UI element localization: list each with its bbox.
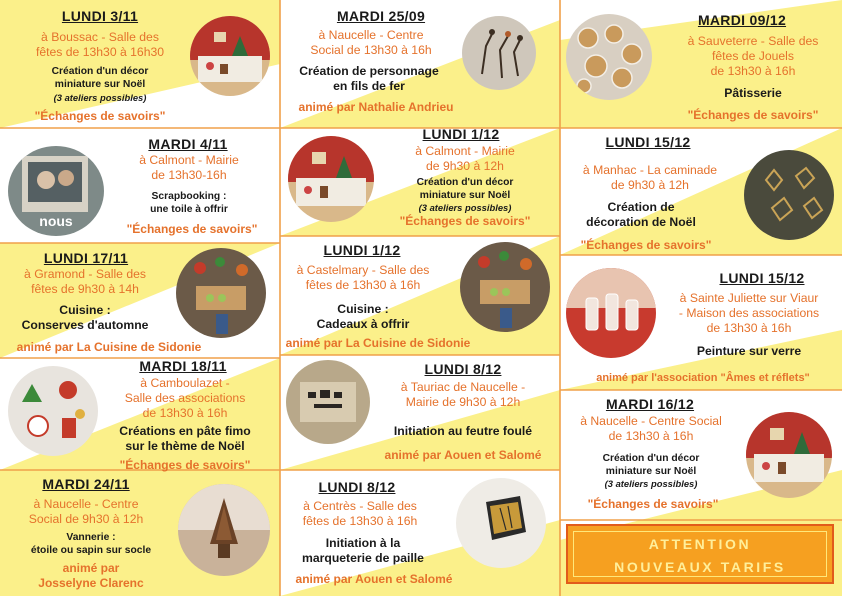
event-location: à Naucelle - Centre Social de 13h30 à 16h bbox=[580, 414, 722, 443]
event-tag: "Échanges de savoirs" bbox=[587, 497, 719, 511]
straw-ornaments-photo bbox=[744, 150, 834, 240]
event-date: LUNDI 1/12 bbox=[422, 126, 500, 142]
event-date: LUNDI 15/12 bbox=[719, 270, 805, 286]
event-activity: Création d'un décor miniature sur Noël bbox=[602, 453, 700, 477]
event-date: LUNDI 8/12 bbox=[424, 361, 502, 377]
wire-figures-photo bbox=[462, 16, 536, 90]
event-location: à Naucelle - Centre Social de 9h30 à 12h bbox=[28, 497, 144, 526]
event-location: à Tauriac de Naucelle - Mairie de 9h30 à 12h bbox=[400, 380, 526, 409]
event-note: (3 ateliers possibles) bbox=[604, 478, 698, 489]
event-activity: Pâtisserie bbox=[724, 86, 782, 100]
event-location: à Manhac - La caminade de 9h30 à 12h bbox=[582, 163, 718, 192]
notice-line-1: ATTENTION bbox=[648, 536, 752, 552]
event-tag: "Échanges de savoirs" bbox=[580, 238, 712, 252]
event-tag: animé par La Cuisine de Sidonie bbox=[16, 340, 202, 354]
event-tag: animé par l'association "Âmes et réflets" bbox=[596, 372, 810, 384]
event-location: à Calmont - Mairie de 13h30-16h bbox=[139, 153, 239, 182]
event-tag: "Échanges de savoirs" bbox=[399, 214, 531, 228]
event-location: à Centrès - Salle des fêtes de 13h30 à 16h bbox=[302, 499, 418, 528]
event-tag: "Échanges de savoirs" bbox=[126, 222, 258, 236]
event-date: MARDI 24/11 bbox=[42, 476, 130, 492]
event-date: MARDI 09/12 bbox=[697, 12, 787, 28]
event-note: (3 ateliers possibles) bbox=[53, 92, 147, 103]
event-tag: animé par Aouen et Salomé bbox=[384, 448, 542, 462]
event-location: à Castelmary - Salle des fêtes de 13h30 à 16h bbox=[296, 263, 430, 292]
event-activity: Initiation au feutre foulé bbox=[393, 424, 533, 438]
event-date: MARDI 25/09 bbox=[336, 8, 426, 24]
miniature-christmas-decor-photo bbox=[746, 412, 832, 498]
event-tag: animé par Nathalie Andrieu bbox=[298, 100, 454, 114]
event-note: (3 ateliers possibles) bbox=[418, 202, 512, 213]
event-date: MARDI 18/11 bbox=[139, 358, 227, 374]
event-date: LUNDI 1/12 bbox=[323, 242, 401, 258]
cooking-vegetables-photo bbox=[176, 248, 266, 338]
event-tag: animé par Aouen et Salomé bbox=[295, 572, 453, 586]
event-activity: Cuisine : Conserves d'automne bbox=[21, 303, 149, 332]
miniature-christmas-decor-photo bbox=[190, 16, 270, 96]
event-date: LUNDI 15/12 bbox=[605, 134, 691, 150]
event-tag: "Échanges de savoirs" bbox=[119, 458, 251, 472]
event-date: MARDI 4/11 bbox=[148, 136, 228, 152]
glass-painting-photo bbox=[566, 268, 656, 358]
event-tag: "Échanges de savoirs" bbox=[687, 108, 819, 122]
event-date: LUNDI 3/11 bbox=[61, 8, 139, 24]
event-activity: Créations en pâte fimo sur le thème de Noël bbox=[119, 424, 251, 453]
event-activity: Vannerie : étoile ou sapin sur socle bbox=[30, 532, 152, 556]
event-tag: "Échanges de savoirs" bbox=[34, 109, 166, 123]
notice-line-2: NOUVEAUX TARIFS bbox=[614, 559, 786, 575]
event-location: à Calmont - Mairie de 9h30 à 12h bbox=[415, 144, 515, 173]
event-date: LUNDI 17/11 bbox=[43, 250, 129, 266]
new-pricing-notice bbox=[566, 524, 834, 584]
event-activity: Création d'un décor miniature sur Noël bbox=[51, 66, 149, 90]
event-activity: Création d'un décor miniature sur Noël bbox=[416, 177, 514, 201]
event-location: à Camboulazet - Salle des associations de 13h30 à 16h bbox=[124, 376, 246, 420]
event-activity: Création de personnage en fils de fer bbox=[299, 64, 439, 93]
miniature-christmas-decor-photo bbox=[288, 136, 374, 222]
straw-marquetry-photo bbox=[456, 478, 546, 568]
event-tag: animé par La Cuisine de Sidonie bbox=[285, 336, 471, 350]
event-location: à Sainte Juliette sur Viaur - Maison des associations de 13h30 à 16h bbox=[678, 291, 820, 335]
event-activity: Initiation à la marqueterie de paille bbox=[302, 536, 424, 565]
felt-photo bbox=[286, 360, 370, 444]
event-location: à Boussac - Salle des fêtes de 13h30 à 16h30 bbox=[35, 30, 165, 59]
cooking-vegetables-photo bbox=[460, 242, 550, 332]
christmas-cookies-photo bbox=[566, 14, 652, 100]
event-location: à Sauveterre - Salle des fêtes de Jouels de 13h30 à 16h bbox=[687, 34, 819, 78]
event-location: à Gramond - Salle des fêtes de 9h30 à 14h bbox=[24, 267, 146, 296]
event-date: LUNDI 8/12 bbox=[318, 479, 396, 495]
event-activity: Cuisine : Cadeaux à offrir bbox=[316, 302, 410, 331]
scrapbook-word: nous bbox=[39, 213, 73, 229]
event-activity: Peinture sur verre bbox=[696, 344, 802, 358]
event-tag: animé par Josselyne Clarenc bbox=[38, 561, 144, 590]
scrapbooking-canvas-photo bbox=[8, 146, 104, 236]
event-location: à Naucelle - Centre Social de 13h30 à 16h bbox=[310, 28, 432, 57]
basketry-star-photo bbox=[178, 484, 270, 576]
fimo-christmas-photo bbox=[8, 366, 98, 456]
event-activity: Création de décoration de Noël bbox=[586, 200, 696, 229]
event-date: MARDI 16/12 bbox=[605, 396, 695, 412]
event-activity: Scrapbooking : une toile à offrir bbox=[150, 191, 228, 215]
